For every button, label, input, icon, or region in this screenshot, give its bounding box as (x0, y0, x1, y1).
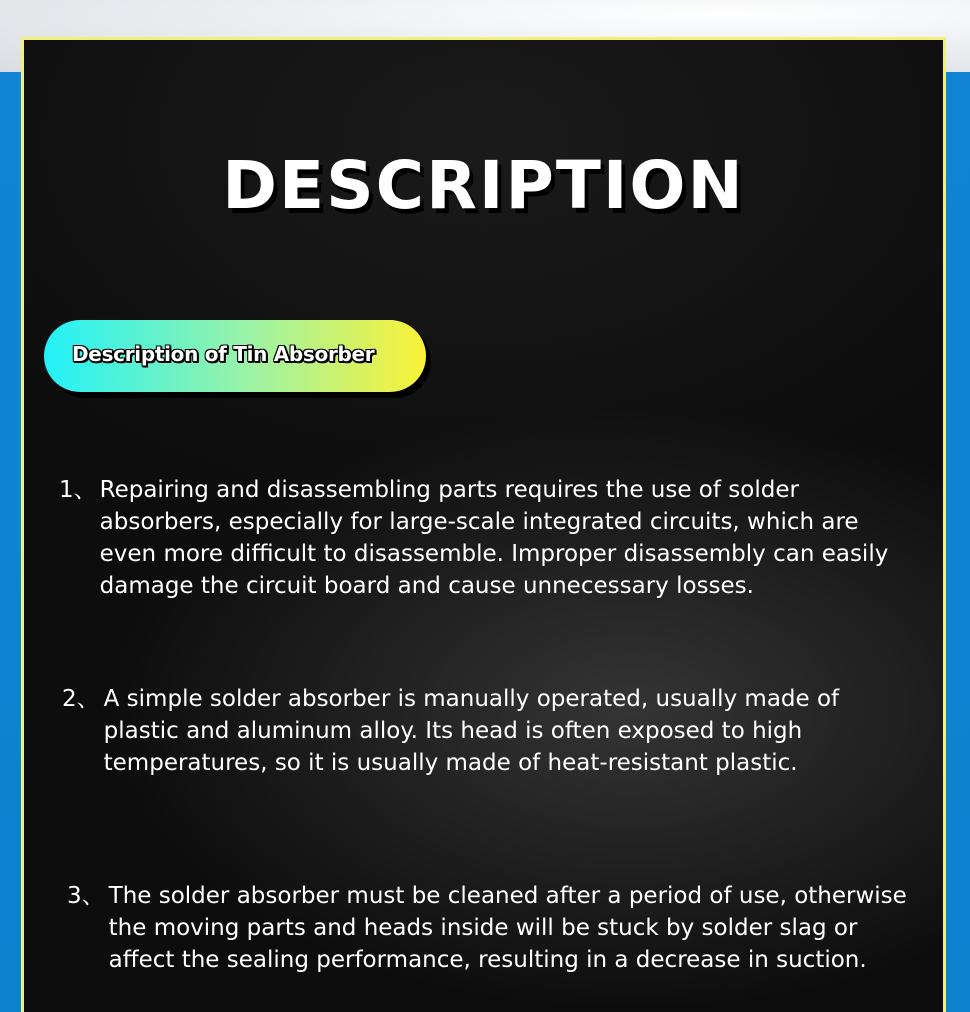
paragraph-1-number: 1、 (59, 477, 97, 503)
section-label: Description of Tin Absorber (72, 342, 375, 366)
paragraph-3 (67, 880, 917, 976)
paragraph-2-text: A simple solder absorber is manually operated, usually made of plastic and aluminum alloy. Its head is often exposed to high temperatures, so it is usually made of heat-resistant plastic. (103, 686, 840, 776)
paragraph-2 (62, 683, 917, 779)
page-title: DESCRIPTION (222, 147, 745, 224)
section-label-badge (44, 320, 426, 392)
paragraph-1-text: Repairing and disassembling parts requires the use of solder absorbers, especially for large-scale integrated circuits, which are even more difficult to disassemble. Improper disassembly can easily damage the circuit board and cause unnecessary losses. (99, 477, 889, 599)
paragraph-3-number: 3、 (67, 883, 105, 909)
paragraph-2-number: 2、 (62, 686, 100, 712)
paragraph-3-text: The solder absorber must be cleaned after a period of use, otherwise the moving parts and heads inside will be stuck by solder slag or affect the sealing performance, resulting in a decrease in suction. (108, 883, 907, 973)
description-panel (21, 37, 946, 1012)
paragraph-1 (59, 474, 919, 602)
